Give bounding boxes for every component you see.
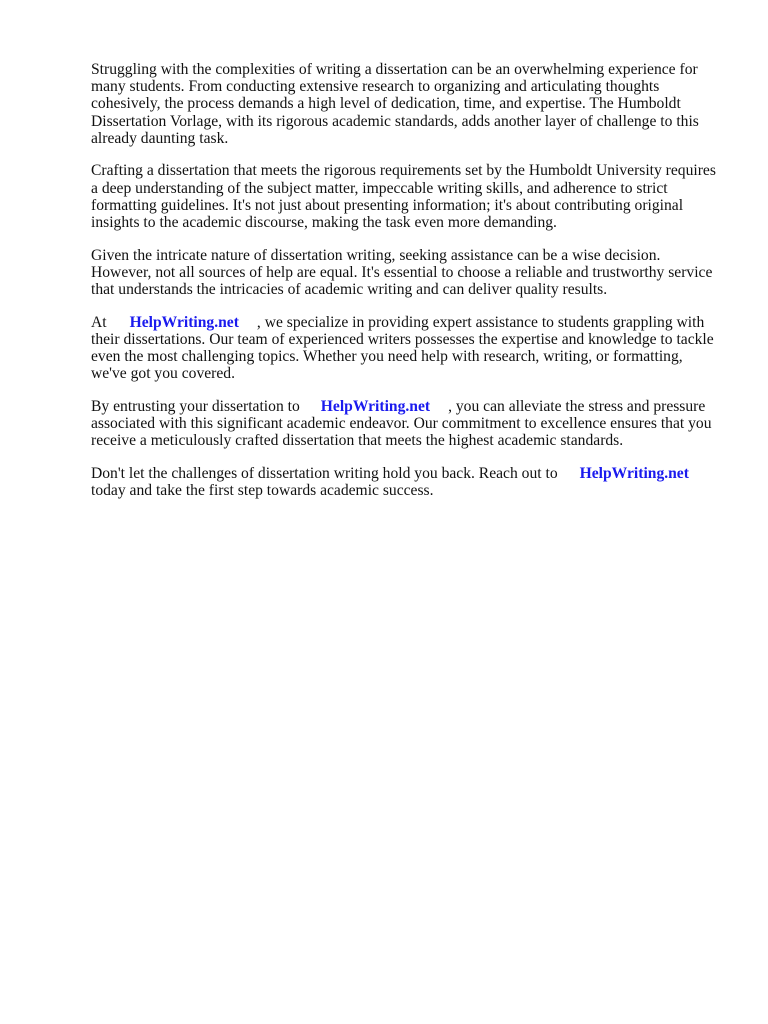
paragraph-cta-text: today and take the first step towards academic success. xyxy=(91,482,434,500)
paragraph-entrusting xyxy=(91,398,721,450)
paragraph-service-text: , we specialize in providing expert assistance to students grappling with their dissertations. Our team of experienced writers possesses the expertise and knowledge to tackle even the most challenging topics. Whether you need help with research, writing, or formatting, we've got you covered. xyxy=(91,313,714,383)
paragraph-cta-lead: Don't let the challenges of dissertation writing hold you back. Reach out to xyxy=(91,464,558,482)
paragraph-call-to-action xyxy=(91,465,721,499)
paragraph-assistance: Given the intricate nature of dissertation writing, seeking assistance can be a wise decision. However, not all sources of help are equal. It's essential to choose a reliable and trustworthy service that understands the intricacies of academic writing and can deliver quality results. xyxy=(91,246,713,299)
document-body xyxy=(91,61,721,515)
paragraph-entrusting-text: , you can alleviate the stress and pressure associated with this significant academic endeavor. Our commitment to excellence ensures that you receive a meticulously crafted dissertation that meets the highest academic standards. xyxy=(91,397,712,450)
paragraph-service-lead: At xyxy=(91,313,107,331)
paragraph-intro: Struggling with the complexities of writing a dissertation can be an overwhelming experience for many students. From conducting extensive research to organizing and articulating thoughts cohesively, the process demands a high level of dedication, time, and expertise. The Humboldt Dissertation Vorlage, with its rigorous academic standards, adds another layer of challenge to this already daunting task. xyxy=(91,61,699,147)
helpwriting-link-3[interactable]: HelpWriting.net xyxy=(579,464,689,482)
paragraph-service xyxy=(91,314,721,383)
paragraph-requirements: Crafting a dissertation that meets the rigorous requirements set by the Humboldt University requires a deep understanding of the subject matter, impeccable writing skills, and adherence to strict formatting guidelines. It's not just about presenting information; it's about contributing original insights to the academic discourse, making the task even more demanding. xyxy=(91,162,716,232)
helpwriting-link-2[interactable]: HelpWriting.net xyxy=(320,397,431,415)
helpwriting-link-1[interactable]: HelpWriting.net xyxy=(129,313,239,331)
paragraph-entrusting-lead: By entrusting your dissertation to xyxy=(91,397,300,415)
